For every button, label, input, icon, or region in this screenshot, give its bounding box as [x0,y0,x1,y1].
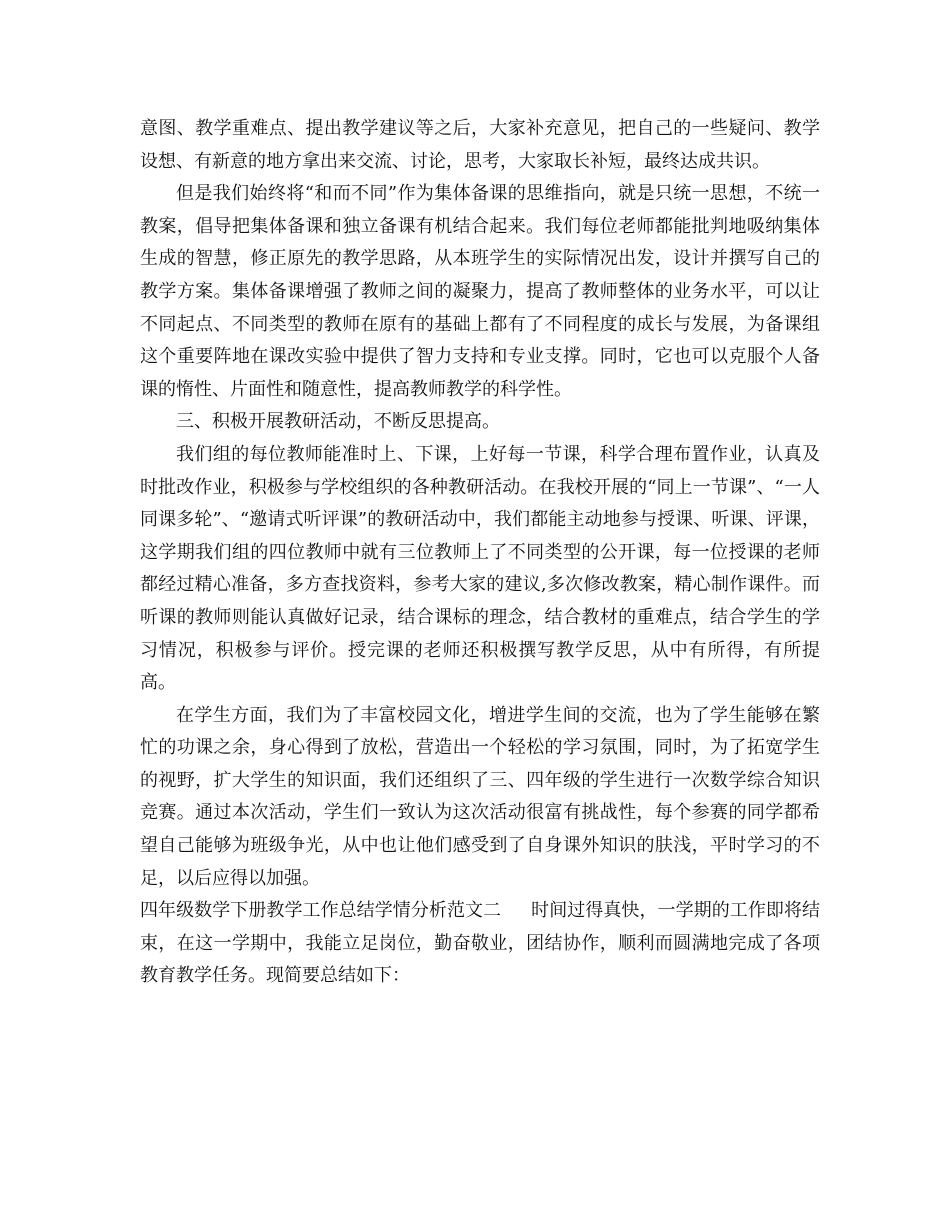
sample-intro: 时间过得真快，一学期的工作即将结束，在这一学期中，我能立足岗位，勤奋敬业，团结协作，顺利而圆满地完成了各项教育教学任务。现简要总结如下： [140,900,820,987]
section-heading-research: 三、积极开展教研活动，不断反思提高。 [176,411,500,433]
paragraph-continuation: 意图、教学重难点、提出教学建议等之后，大家补充意见，把自己的一些疑问、教学设想、有新意的地方拿出来交流、讨论，思考，大家取长补短，最终达成共识。 [140,118,820,172]
paragraph-collective-preparation: 但是我们始终将“和而不同”作为集体备课的思维指向，就是只统一思想，不统一教案，倡导把集体备课和独立备课有机结合起来。我们每位老师都能批判地吸纳集体生成的智慧，修正原先的教学思路，从本班学生的实际情况出发，设计并撰写自己的教学方案。集体备课增强了教师之间的凝聚力，提高了教师整体的业务水平，可以让不同起点、不同类型的教师在原有的基础上都有了不同程度的成长与发展，为备课组这个重要阵地在课改实验中提供了智力支持和专业支撑。同时，它也可以克服个人备课的惰性、片面性和随意性，提高教师教学的科学性。 [140,183,820,400]
paragraph-teaching-research: 我们组的每位教师能准时上、下课，上好每一节课，科学合理布置作业，认真及时批改作业，积极参与学校组织的各种教研活动。在我校开展的“同上一节课”、“一人同课多轮”、“邀请式听评课”的教研活动中，我们都能主动地参与授课、听课、评课，这学期我们组的四位教师中就有三位教师上了不同类型的公开课，每一位授课的老师都经过精心准备，多方查找资料，参考大家的建议,多次修改教案，精心制作课件。而听课的教师则能认真做好记录，结合课标的理念，结合教材的重难点，结合学生的学习情况，积极参与评价。授完课的老师还积极撰写教学反思，从中有所得，有所提高。 [140,443,820,694]
sample-title: 四年级数学下册教学工作总结学情分析范文二 [140,900,502,922]
paragraph-second-sample [140,895,820,993]
paragraph-student-activities: 在学生方面，我们为了丰富校园文化，增进学生间的交流，也为了学生能够在繁忙的功课之余，身心得到了放松，营造出一个轻松的学习氛围，同时，为了拓宽学生的视野，扩大学生的知识面，我们还组织了三、四年级的学生进行一次数学综合知识竞赛。通过本次活动，学生们一致认为这次活动很富有挑战性，每个参赛的同学都希望自己能够为班级争光，从中也让他们感受到了自身课外知识的肤浅，平时学习的不足，以后应得以加强。 [140,704,820,889]
document-body [140,113,820,993]
